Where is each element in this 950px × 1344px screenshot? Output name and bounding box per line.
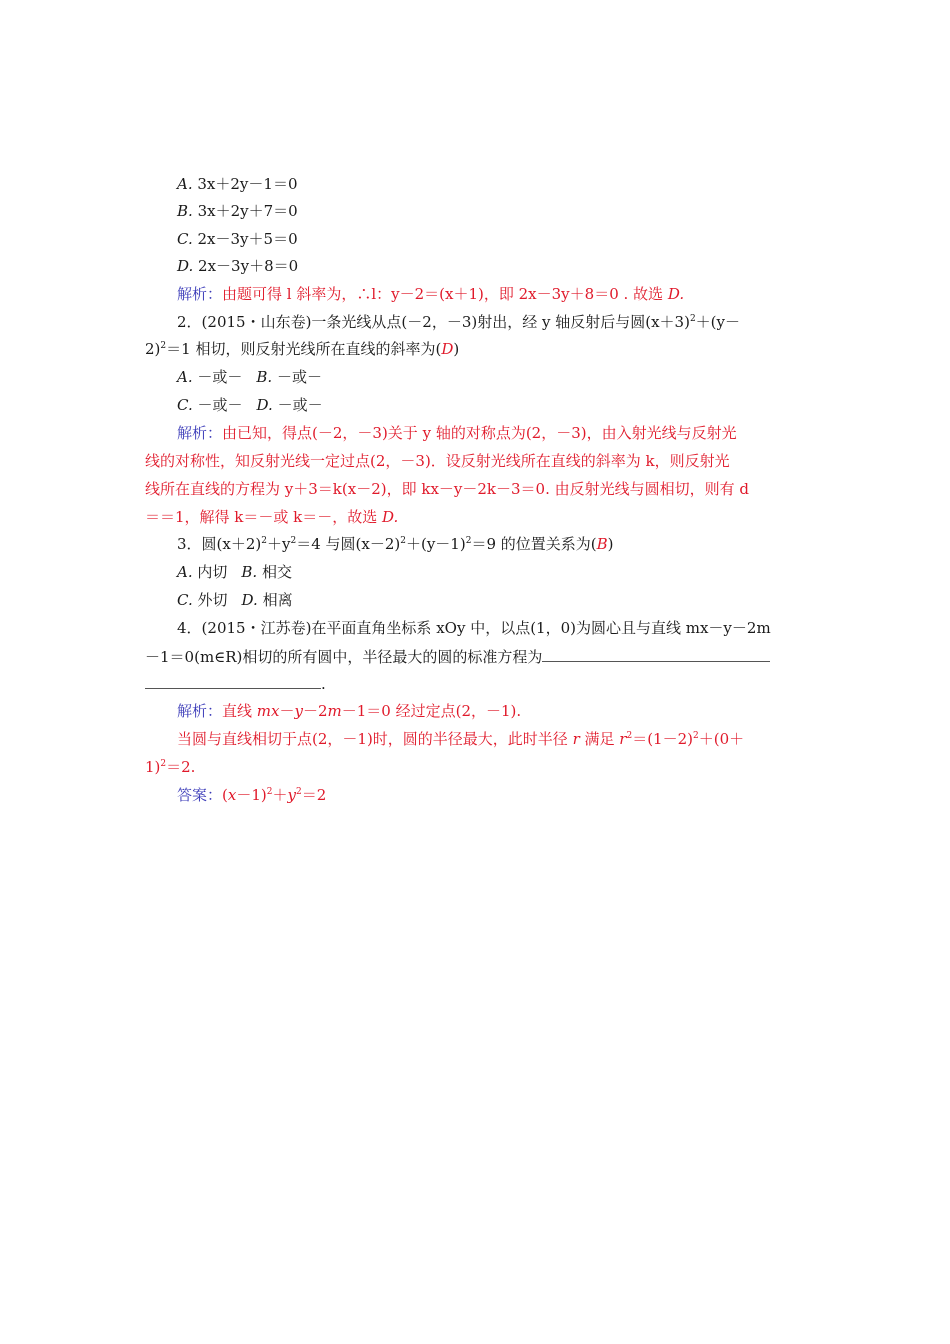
q4-analysis-line3: 1)$^2$＝2. [145, 758, 196, 776]
q2-answer: D [441, 340, 454, 358]
q3-options-ab: A. 内切 B. 相交 [177, 563, 292, 581]
q2-analysis-line2: 线的对称性，知反射光线一定过点(2，－3)．设反射光线所在直线的斜率为 k，则反射光 [145, 452, 730, 470]
q2-stem-line2: 2)$^2$＝1 相切，则反射光线所在直线的斜率为(D) [145, 340, 460, 358]
answer-label: 答案： [177, 786, 223, 804]
q2-options-ab: A. －或－ B. －或－ [177, 368, 322, 386]
answer-blank-continued [145, 674, 321, 689]
q4-analysis-line1: 解析：直线 mx－y－2m－1＝0 经过定点(2，－1). [177, 702, 522, 720]
answer-blank [542, 647, 770, 662]
q4-stem-line3: . [145, 674, 810, 693]
analysis-label: 解析： [177, 424, 223, 442]
q4-analysis-line2: 当圆与直线相切于点(2，－1)时，圆的半径最大，此时半径 r 满足 $r^2=(1-2)^2+(0+$ [177, 730, 745, 748]
q4-stem-line2: －1＝0(m∈R)相切的所有圆中，半径最大的圆的标准方程为 [145, 647, 810, 666]
q3-answer: B [596, 535, 608, 553]
q3-stem: 3．圆$(x+2)^2+y^2=4$ 与圆$(x-2)^2+(y-1)^2=9$ 的位置关系为(B) [177, 535, 614, 553]
q1-option-a: A. 3x＋2y－1＝0 [177, 175, 298, 193]
q2-stem-line1: 2．(2015・山东卷)一条光线从点(－2，－3)射出，经 y 轴反射后与圆$(x+3)^2+(y-$ [177, 313, 740, 331]
analysis-label: 解析： [177, 702, 223, 720]
q1-analysis: 解析：由题可得 l 斜率为，∴l：y－2＝(x＋1)，即 2x－3y＋8＝0 . 故选 D. [177, 285, 685, 303]
q2-analysis-line4: ＝＝1，解得 k＝－或 k＝－，故选 D. [145, 508, 399, 526]
q2-analysis-line1: 解析：由已知，得点(－2，－3)关于 y 轴的对称点为(2，－3)，由入射光线与反射光 [177, 424, 737, 442]
q2-analysis-line3: 线所在直线的方程为 y＋3＝k(x－2)，即 kx－y－2k－3＝0. 由反射光线与圆相切，则有 d [145, 480, 750, 498]
q1-option-b: B. 3x＋2y＋7＝0 [177, 202, 298, 220]
q2-options-cd: C. －或－ D. －或－ [177, 396, 323, 414]
analysis-label: 解析： [177, 285, 223, 303]
q1-option-d: D. 2x－3y＋8＝0 [177, 257, 299, 275]
q4-stem-line1: 4．(2015・江苏卷)在平面直角坐标系 xOy 中，以点(1，0)为圆心且与直线 mx－y－2m [177, 619, 771, 637]
q1-option-c: C. 2x－3y＋5＝0 [177, 230, 298, 248]
q4-answer: 答案：$(x-1)^2+y^2=2$ [177, 786, 327, 804]
q3-options-cd: C. 外切 D. 相离 [177, 591, 293, 609]
